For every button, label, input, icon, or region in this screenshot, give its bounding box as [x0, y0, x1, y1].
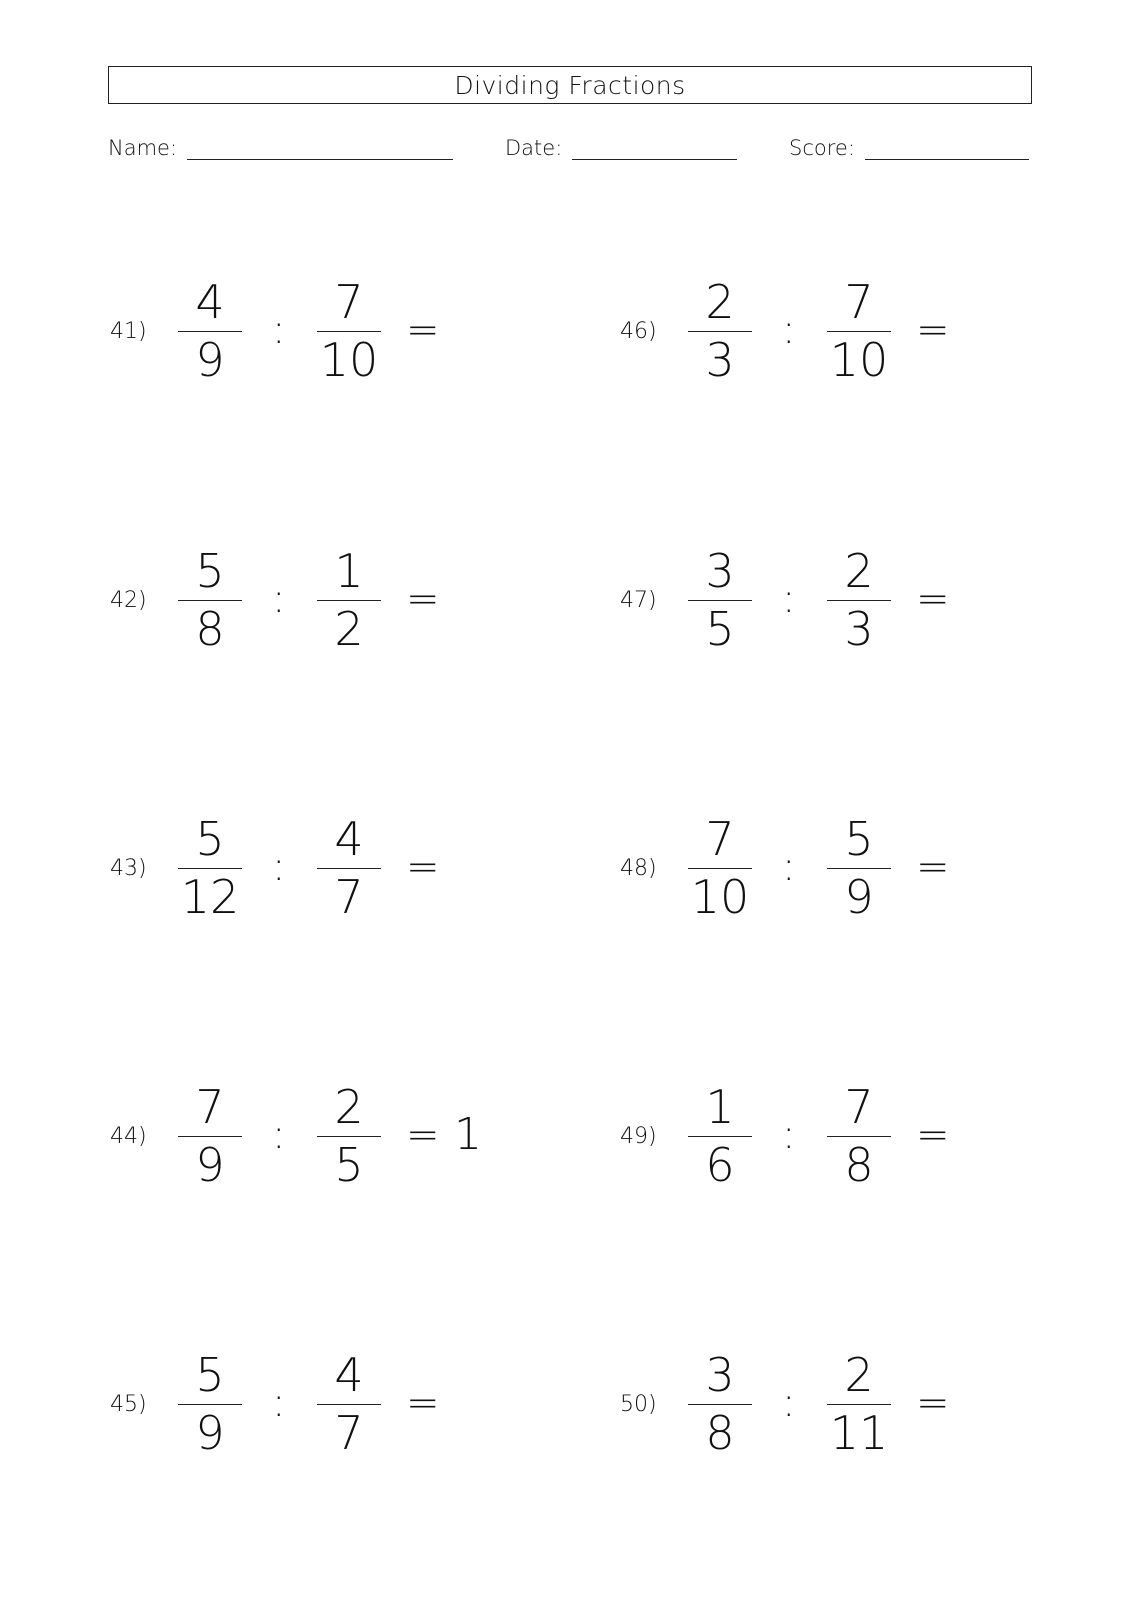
dividend-fraction [178, 272, 242, 392]
problem-number: 46) [620, 319, 657, 344]
date-line[interactable] [572, 137, 737, 160]
division-sign: : [272, 844, 286, 890]
problem-number: 41) [110, 319, 147, 344]
dividend-fraction [178, 1345, 242, 1465]
divisor-fraction [827, 1077, 891, 1197]
problem-number: 48) [620, 856, 657, 881]
divisor-fraction [317, 1345, 381, 1465]
dividend-numerator: 3 [705, 544, 735, 598]
problem-number: 49) [620, 1124, 657, 1149]
division-sign: : [782, 576, 796, 622]
dividend-denominator: 5 [705, 602, 735, 656]
division-sign: : [782, 307, 796, 353]
dividend-numerator: 5 [195, 1348, 225, 1402]
dividend-numerator: 5 [195, 544, 225, 598]
dividend-numerator: 3 [705, 1348, 735, 1402]
equals-sign: = [406, 307, 440, 353]
division-sign: : [272, 1380, 286, 1426]
equals-sign: = [406, 1112, 440, 1158]
dividend-numerator: 2 [705, 275, 735, 329]
problem-number: 50) [620, 1392, 657, 1417]
divisor-denominator: 7 [334, 870, 364, 924]
divisor-numerator: 2 [844, 1348, 874, 1402]
date-field[interactable] [505, 132, 737, 160]
division-sign: : [782, 844, 796, 890]
dividend-denominator: 3 [705, 333, 735, 387]
divisor-numerator: 1 [334, 544, 364, 598]
divisor-fraction [317, 1077, 381, 1197]
divisor-denominator: 2 [334, 602, 364, 656]
divisor-denominator: 11 [829, 1406, 889, 1460]
answer-field[interactable]: 1 [454, 1109, 482, 1160]
problem [110, 1077, 530, 1197]
divisor-numerator: 7 [844, 275, 874, 329]
divisor-numerator: 5 [844, 812, 874, 866]
date-label: Date: [505, 136, 563, 160]
problem [110, 1345, 530, 1465]
dividend-fraction [178, 1077, 242, 1197]
divisor-fraction [317, 809, 381, 929]
divisor-numerator: 4 [334, 812, 364, 866]
dividend-denominator: 8 [705, 1406, 735, 1460]
divisor-fraction [827, 809, 891, 929]
name-field[interactable] [108, 132, 453, 160]
divisor-denominator: 10 [319, 333, 379, 387]
name-label: Name: [108, 136, 178, 160]
dividend-numerator: 1 [705, 1080, 735, 1134]
dividend-denominator: 10 [690, 870, 750, 924]
division-sign: : [272, 307, 286, 353]
equals-sign: = [916, 307, 950, 353]
divisor-denominator: 7 [334, 1406, 364, 1460]
dividend-numerator: 5 [195, 812, 225, 866]
problem-number: 45) [110, 1392, 147, 1417]
problem [110, 272, 530, 392]
dividend-fraction [178, 809, 242, 929]
divisor-fraction [827, 1345, 891, 1465]
divisor-denominator: 8 [844, 1138, 874, 1192]
equals-sign: = [916, 576, 950, 622]
dividend-denominator: 8 [195, 602, 225, 656]
divisor-denominator: 5 [334, 1138, 364, 1192]
dividend-denominator: 12 [180, 870, 240, 924]
divisor-numerator: 4 [334, 1348, 364, 1402]
dividend-numerator: 7 [705, 812, 735, 866]
equals-sign: = [406, 1380, 440, 1426]
name-line[interactable] [187, 137, 453, 160]
dividend-fraction [688, 1345, 752, 1465]
score-line[interactable] [865, 137, 1029, 160]
division-sign: : [272, 576, 286, 622]
equals-sign: = [406, 844, 440, 890]
problem-number: 42) [110, 588, 147, 613]
problem [620, 541, 1040, 661]
score-field[interactable] [789, 132, 1029, 160]
divisor-numerator: 2 [844, 544, 874, 598]
problem [110, 541, 530, 661]
dividend-fraction [688, 541, 752, 661]
divisor-numerator: 7 [334, 275, 364, 329]
equals-sign: = [916, 844, 950, 890]
problem-number: 44) [110, 1124, 147, 1149]
division-sign: : [782, 1380, 796, 1426]
dividend-fraction [688, 272, 752, 392]
problem-number: 43) [110, 856, 147, 881]
dividend-denominator: 9 [195, 1138, 225, 1192]
score-label: Score: [789, 136, 855, 160]
dividend-numerator: 7 [195, 1080, 225, 1134]
divisor-fraction [827, 272, 891, 392]
divisor-numerator: 2 [334, 1080, 364, 1134]
problem [620, 1077, 1040, 1197]
dividend-denominator: 9 [195, 1406, 225, 1460]
divisor-fraction [317, 272, 381, 392]
dividend-fraction [688, 1077, 752, 1197]
equals-sign: = [406, 576, 440, 622]
problem-number: 47) [620, 588, 657, 613]
dividend-denominator: 6 [705, 1138, 735, 1192]
equals-sign: = [916, 1380, 950, 1426]
dividend-fraction [688, 809, 752, 929]
dividend-fraction [178, 541, 242, 661]
divisor-denominator: 10 [829, 333, 889, 387]
problem [620, 809, 1040, 929]
problem [110, 809, 530, 929]
divisor-denominator: 3 [844, 602, 874, 656]
worksheet-title: Dividing Fractions [108, 66, 1032, 104]
division-sign: : [782, 1112, 796, 1158]
divisor-numerator: 7 [844, 1080, 874, 1134]
divisor-fraction [317, 541, 381, 661]
divisor-denominator: 9 [844, 870, 874, 924]
equals-sign: = [916, 1112, 950, 1158]
dividend-numerator: 4 [195, 275, 225, 329]
problem [620, 272, 1040, 392]
divisor-fraction [827, 541, 891, 661]
division-sign: : [272, 1112, 286, 1158]
dividend-denominator: 9 [195, 333, 225, 387]
problem [620, 1345, 1040, 1465]
